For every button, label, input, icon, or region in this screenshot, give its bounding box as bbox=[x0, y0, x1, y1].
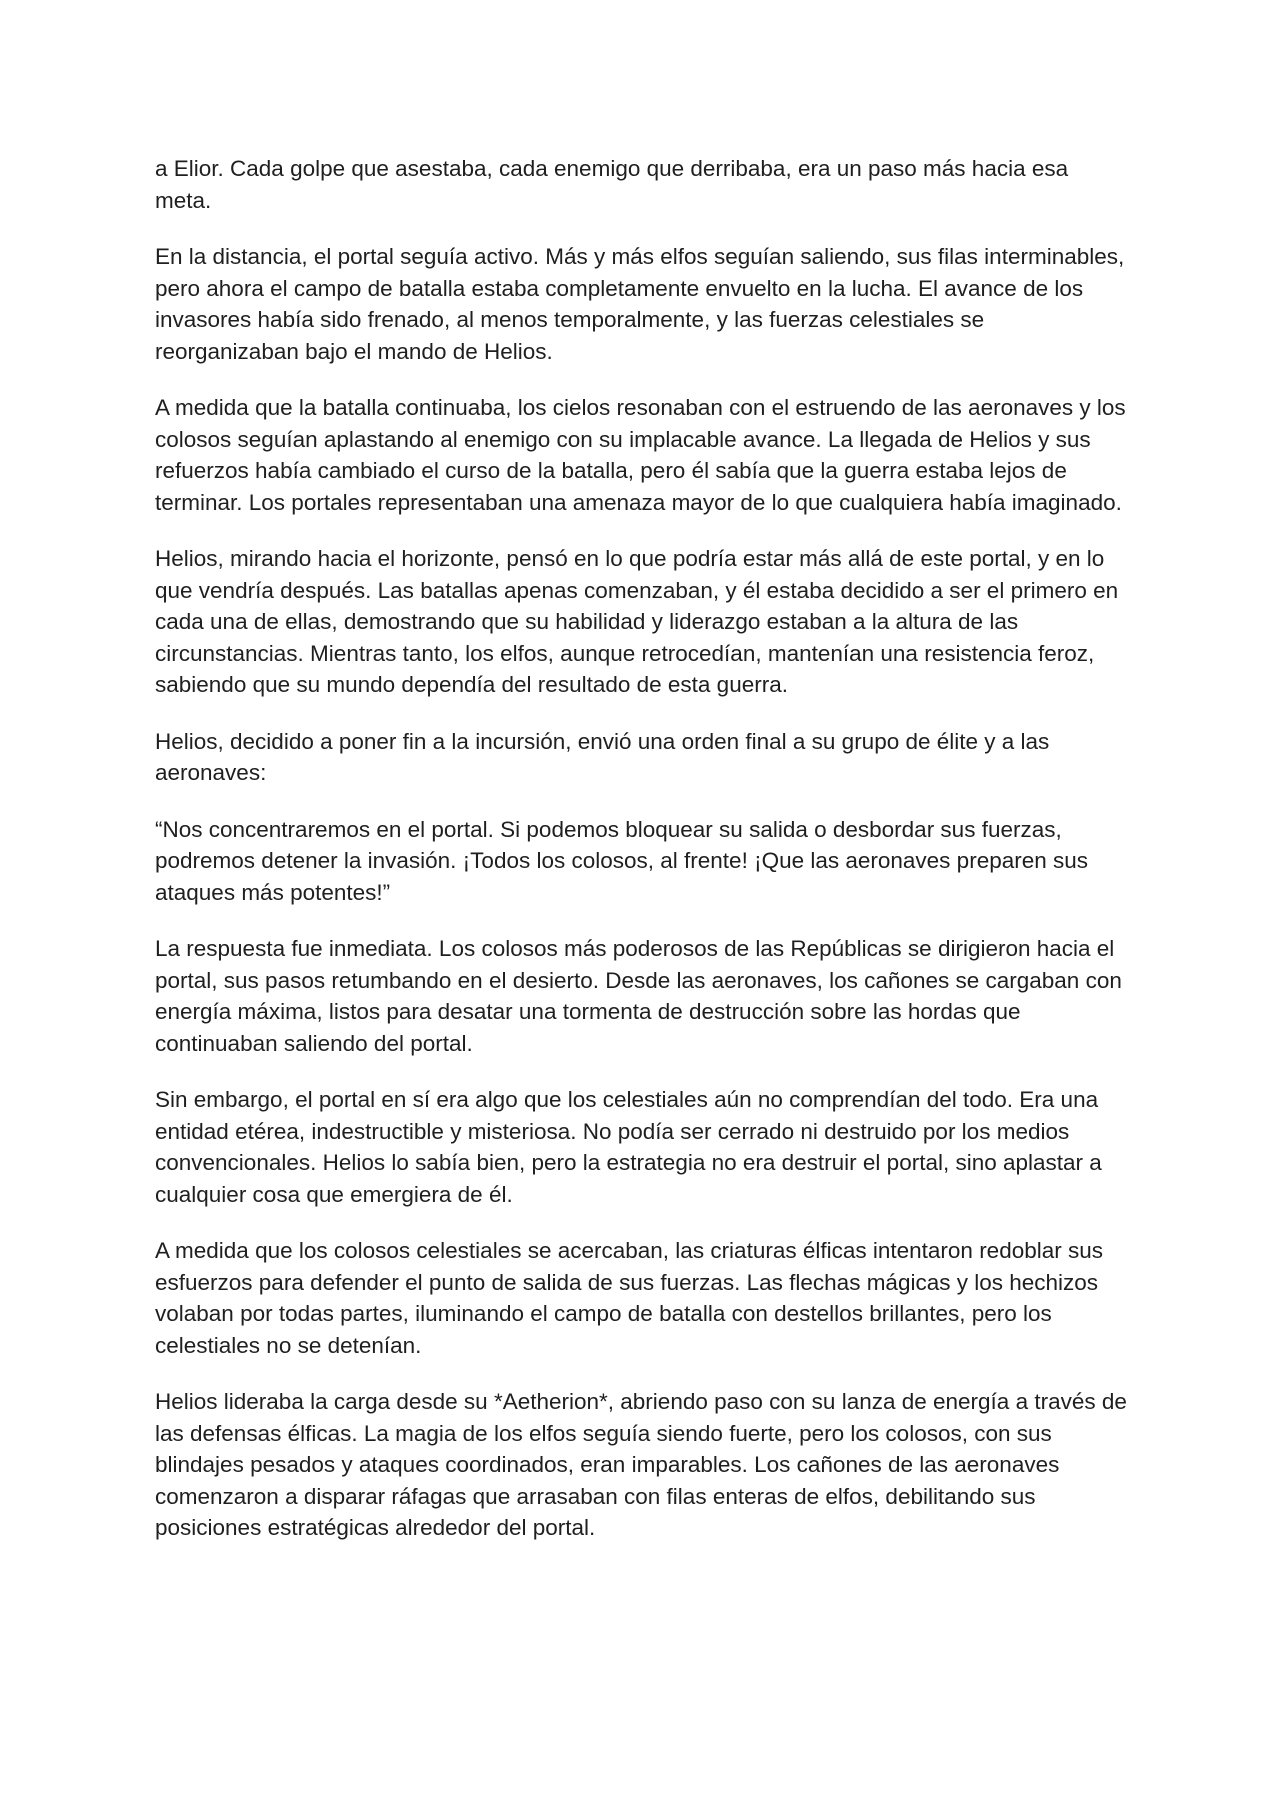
paragraph-5: Helios, decidido a poner fin a la incursión, envió una orden final a su grupo de élite y a las aeronaves: bbox=[155, 728, 1050, 785]
paragraph-6-quote: “Nos concentraremos en el portal. Si podemos bloquear su salida o desbordar sus fuerzas, podremos detener la invasión. ¡Todos los colosos, al frente! ¡Que las aeronaves preparen sus ataques más potentes!” bbox=[155, 816, 1089, 905]
paragraph-2: En la distancia, el portal seguía activo. Más y más elfos seguían saliendo, sus filas interminables, pero ahora el campo de batalla estaba completamente envuelto en la lucha. El avance de los invasores había sido frenado, al menos temporalmente, y las fuerzas celestiales se reorganizaban bajo el mando de Helios. bbox=[155, 244, 1125, 364]
paragraph-7: La respuesta fue inmediata. Los colosos más poderosos de las Repúblicas se dirigieron hacia el portal, sus pasos retumbando en el desierto. Desde las aeronaves, los cañones se cargaban con energía máxima, listos para desatar una tormenta de destrucción sobre las hordas que continuaban saliendo del portal. bbox=[155, 936, 1122, 1056]
paragraph-1: a Elior. Cada golpe que asestaba, cada enemigo que derribaba, era un paso más hacia esa meta. bbox=[155, 156, 1069, 213]
page-body bbox=[155, 153, 1130, 1569]
paragraph-3: A medida que la batalla continuaba, los cielos resonaban con el estruendo de las aeronaves y los colosos seguían aplastando al enemigo con su implacable avance. La llegada de Helios y sus refuerzos había cambiado el curso de la batalla, pero él sabía que la guerra estaba lejos de terminar. Los portales representaban una amenaza mayor de lo que cualquiera había imaginado. bbox=[155, 395, 1126, 515]
paragraph-9: A medida que los colosos celestiales se acercaban, las criaturas élficas intentaron redoblar sus esfuerzos para defender el punto de salida de sus fuerzas. Las flechas mágicas y los hechizos volaban por todas partes, iluminando el campo de batalla con destellos brillantes, pero los celestiales no se detenían. bbox=[155, 1238, 1104, 1358]
paragraph-4: Helios, mirando hacia el horizonte, pensó en lo que podría estar más allá de este portal, y en lo que vendría después. Las batallas apenas comenzaban, y él estaba decidido a ser el primero en cada una de ellas, demostrando que su habilidad y liderazgo estaban a la altura de las circunstancias. Mientras tanto, los elfos, aunque retrocedían, mantenían una resistencia feroz, sabiendo que su mundo dependía del resultado de esta guerra. bbox=[155, 546, 1119, 697]
paragraph-8: Sin embargo, el portal en sí era algo que los celestiales aún no comprendían del todo. Era una entidad etérea, indestructible y misteriosa. No podía ser cerrado ni destruido por los medios convencionales. Helios lo sabía bien, pero la estrategia no era destruir el portal, sino aplastar a cualquier cosa que emergiera de él. bbox=[155, 1087, 1102, 1207]
paragraph-10: Helios lideraba la carga desde su *Aetherion*, abriendo paso con su lanza de energía a través de las defensas élficas. La magia de los elfos seguía siendo fuerte, pero los colosos, con sus blindajes pesados y ataques coordinados, eran imparables. Los cañones de las aeronaves comenzaron a disparar ráfagas que arrasaban con filas enteras de elfos, debilitando sus posiciones estratégicas alrededor del portal. bbox=[155, 1389, 1127, 1540]
